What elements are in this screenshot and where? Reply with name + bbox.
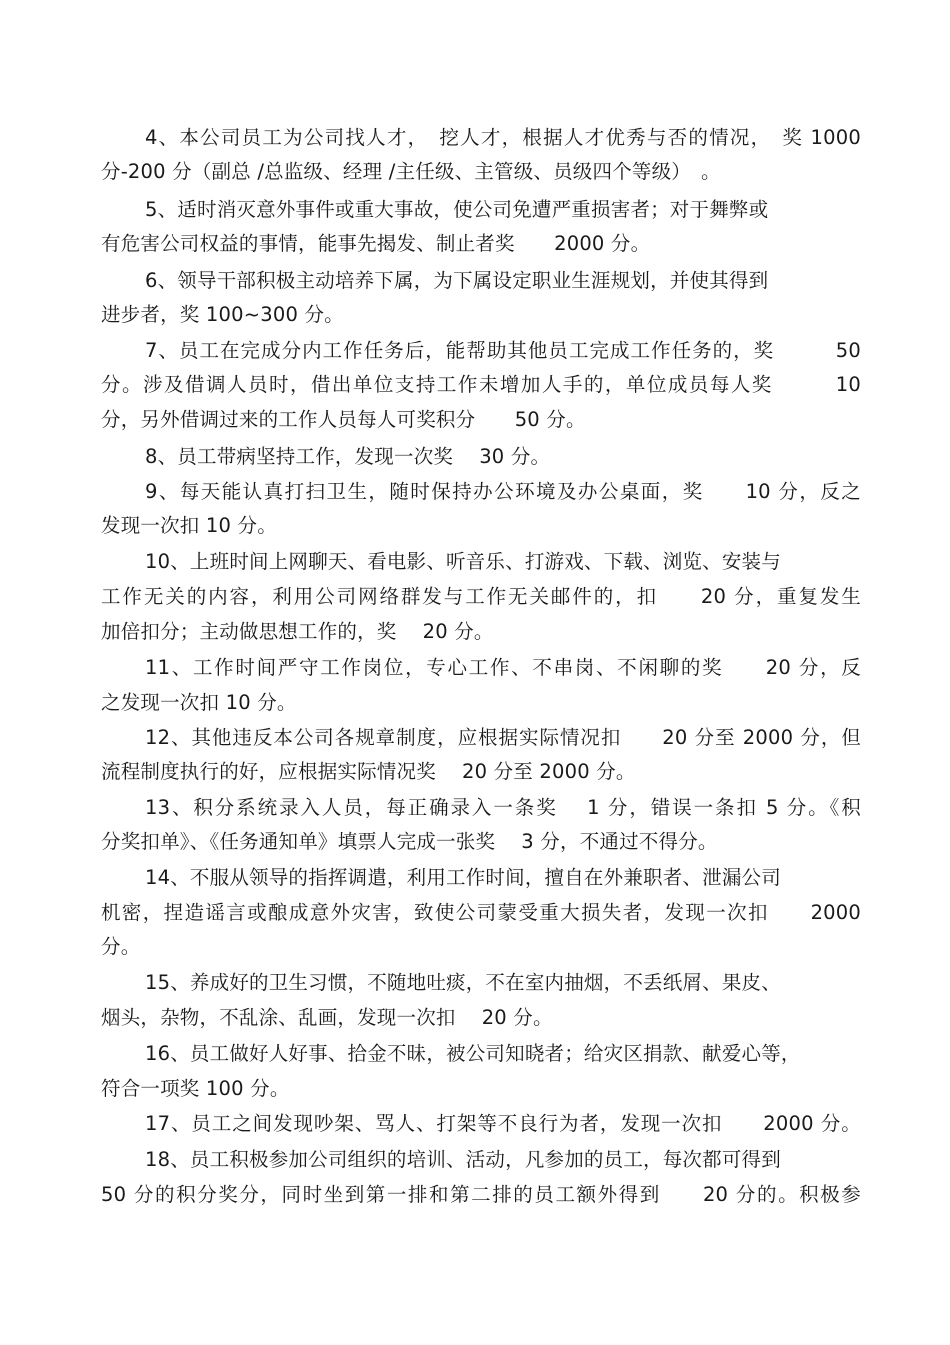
text-line: 9、每天能认真打扫卫生，随时保持办公环境及办公桌面，奖 10 分，反之 (145, 480, 861, 503)
text-line: 17、员工之间发现吵架、骂人、打架等不良行为者，发现一次扣 2000 分。 (145, 1112, 861, 1135)
text-line: 进步者，奖 100~300 分。 (101, 303, 344, 326)
text-line: 有危害公司权益的事情，能事先揭发、制止者奖 2000 分。 (101, 232, 651, 255)
text-line: 18、员工积极参加公司组织的培训、活动，凡参加的员工，每次都可得到 (145, 1148, 781, 1171)
text-line: 8、员工带病坚持工作，发现一次奖 30 分。 (145, 445, 551, 468)
text-line: 发现一次扣 10 分。 (101, 514, 277, 537)
text-line: 50 分的积分奖分，同时坐到第一排和第二排的员工额外得到 20 分的。积极参 (101, 1183, 861, 1206)
text-line: 7、员工在完成分内工作任务后，能帮助其他员工完成工作任务的，奖 50 (145, 339, 861, 362)
text-line: 分奖扣单》、《任务通知单》填票人完成一张奖 3 分，不通过不得分。 (101, 830, 718, 853)
text-line: 工作无关的内容，利用公司网络群发与工作无关邮件的，扣 20 分，重复发生 (101, 585, 861, 608)
text-line: 之发现一次扣 10 分。 (101, 691, 297, 714)
text-line: 14、不服从领导的指挥调遣，利用工作时间，擅自在外兼职者、泄漏公司 (145, 866, 781, 889)
text-line: 分，另外借调过来的工作人员每人可奖积分 50 分。 (101, 408, 586, 431)
text-line: 机密，捏造谣言或酿成意外灾害，致使公司蒙受重大损失者，发现一次扣 2000 (101, 901, 861, 924)
text-line: 加倍扣分；主动做思想工作的，奖 20 分。 (101, 620, 494, 643)
text-line: 流程制度执行的好，应根据实际情况奖 20 分至 2000 分。 (101, 760, 636, 783)
text-line: 分。 (101, 935, 141, 958)
text-line: 16、员工做好人好事、拾金不昧，被公司知晓者；给灾区捐款、献爱心等， (145, 1042, 801, 1065)
text-line: 烟头，杂物，不乱涂、乱画，发现一次扣 20 分。 (101, 1006, 553, 1029)
text-line: 15、养成好的卫生习惯，不随地吐痰，不在室内抽烟，不丢纸屑、果皮、 (145, 971, 781, 994)
text-line: 6、领导干部积极主动培养下属，为下属设定职业生涯规划，并使其得到 (145, 269, 769, 292)
text-line: 10、上班时间上网聊天、看电影、听音乐、打游戏、下载、浏览、安装与 (145, 550, 781, 573)
text-line: 13、积分系统录入人员，每正确录入一条奖 1 分，错误一条扣 5 分。《积 (145, 796, 861, 819)
text-line: 12、其他违反本公司各规章制度，应根据实际情况扣 20 分至 2000 分，但 (145, 726, 861, 749)
text-line: 分-200 分（副总 /总监级、经理 /主任级、主管级、员级四个等级） 。 (101, 160, 721, 183)
text-line: 11、工作时间严守工作岗位，专心工作、不串岗、不闲聊的奖 20 分，反 (145, 656, 861, 679)
text-line: 符合一项奖 100 分。 (101, 1077, 290, 1100)
text-line: 4、本公司员工为公司找人才， 挖人才，根据人才优秀与否的情况， 奖 1000 (145, 126, 861, 149)
text-line: 5、适时消灭意外事件或重大事故，使公司免遭严重损害者；对于舞弊或 (145, 198, 769, 221)
text-line: 分。涉及借调人员时，借出单位支持工作未增加人手的，单位成员每人奖 10 (101, 373, 861, 396)
